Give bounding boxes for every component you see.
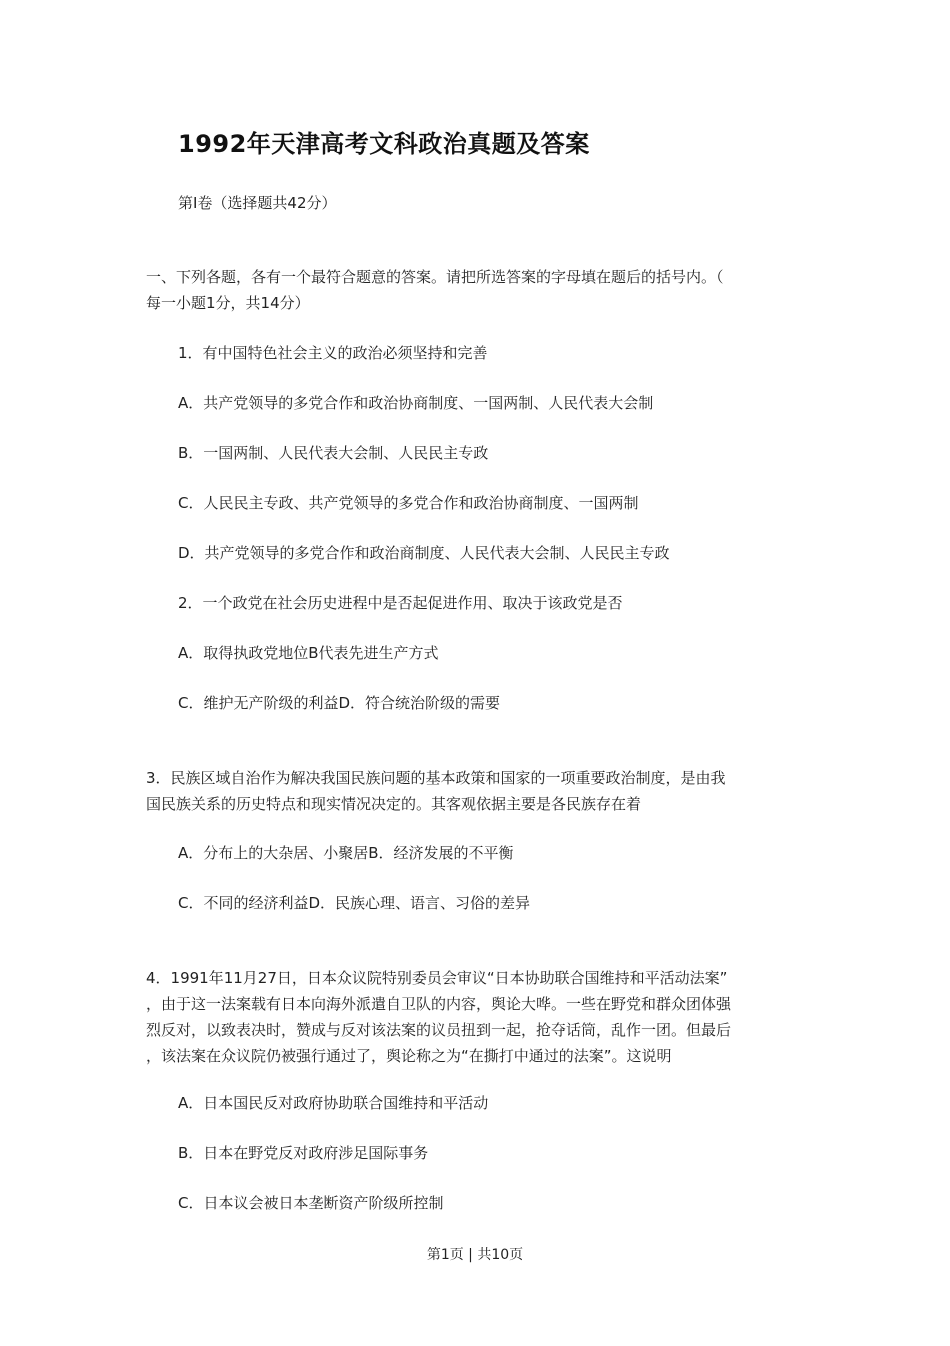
question-4-stem-line-3: 烈反对，以致表决时，赞成与反对该法案的议员扭到一起，抢夺话筒，乱作一团。但最后 xyxy=(146,1021,732,1039)
question-2-options-ab: A．取得执政党地位B代表先进生产方式 xyxy=(178,644,439,662)
question-4-option-b: B．日本在野党反对政府涉足国际事务 xyxy=(178,1144,429,1162)
question-1-option-a: A．共产党领导的多党合作和政治协商制度、一国两制、人民代表大会制 xyxy=(178,394,654,412)
section-instruction xyxy=(146,264,806,316)
question-2-stem: 2．一个政党在社会历史进程中是否起促进作用、取决于该政党是否 xyxy=(178,594,623,612)
instruction-line-2: 每一小题1分，共14分） xyxy=(146,294,310,312)
instruction-line-1: 一、下列各题，各有一个最符合题意的答案。请把所选答案的字母填在题后的括号内。（ xyxy=(146,268,724,286)
question-2-options-cd: C．维护无产阶级的利益D．符合统治阶级的需要 xyxy=(178,694,501,712)
question-3-options-ab: A．分布上的大杂居、小聚居B．经济发展的不平衡 xyxy=(178,844,514,862)
question-4-stem-line-2: ，由于这一法案载有日本向海外派遣自卫队的内容，舆论大哗。一些在野党和群众团体强 xyxy=(146,995,732,1013)
question-4-stem-line-1: 4．1991年11月27日，日本众议院特别委员会审议“日本协助联合国维持和平活动法案” xyxy=(146,969,728,987)
question-1-option-c: C．人民民主专政、共产党领导的多党合作和政治协商制度、一国两制 xyxy=(178,494,639,512)
question-3-stem-line-2: 国民族关系的历史特点和现实情况决定的。其客观依据主要是各民族存在着 xyxy=(146,795,642,813)
question-3-stem-line-1: 3．民族区域自治作为解决我国民族问题的基本政策和国家的一项重要政治制度，是由我 xyxy=(146,769,726,787)
question-4-option-a: A．日本国民反对政府协助联合国维持和平活动 xyxy=(178,1094,489,1112)
question-1-option-d: D．共产党领导的多党合作和政治商制度、人民代表大会制、人民民主专政 xyxy=(178,544,670,562)
question-1-stem: 1．有中国特色社会主义的政治必须坚持和完善 xyxy=(178,344,488,362)
volume-heading: 第I卷（选择题共42分） xyxy=(178,194,337,212)
question-3-stem xyxy=(146,765,806,817)
question-4-stem xyxy=(146,965,806,1069)
question-4-stem-line-4: ，该法案在众议院仍被强行通过了，舆论称之为“在撕打中通过的法案”。这说明 xyxy=(146,1047,672,1065)
question-4-option-c: C．日本议会被日本垄断资产阶级所控制 xyxy=(178,1194,444,1212)
question-1-option-b: B．一国两制、人民代表大会制、人民民主专政 xyxy=(178,444,489,462)
question-3-options-cd: C．不同的经济利益D．民族心理、语言、习俗的差异 xyxy=(178,894,531,912)
document-title: 1992年天津高考文科政治真题及答案 xyxy=(178,130,590,158)
page-footer: 第1页 | 共10页 xyxy=(426,1247,524,1263)
